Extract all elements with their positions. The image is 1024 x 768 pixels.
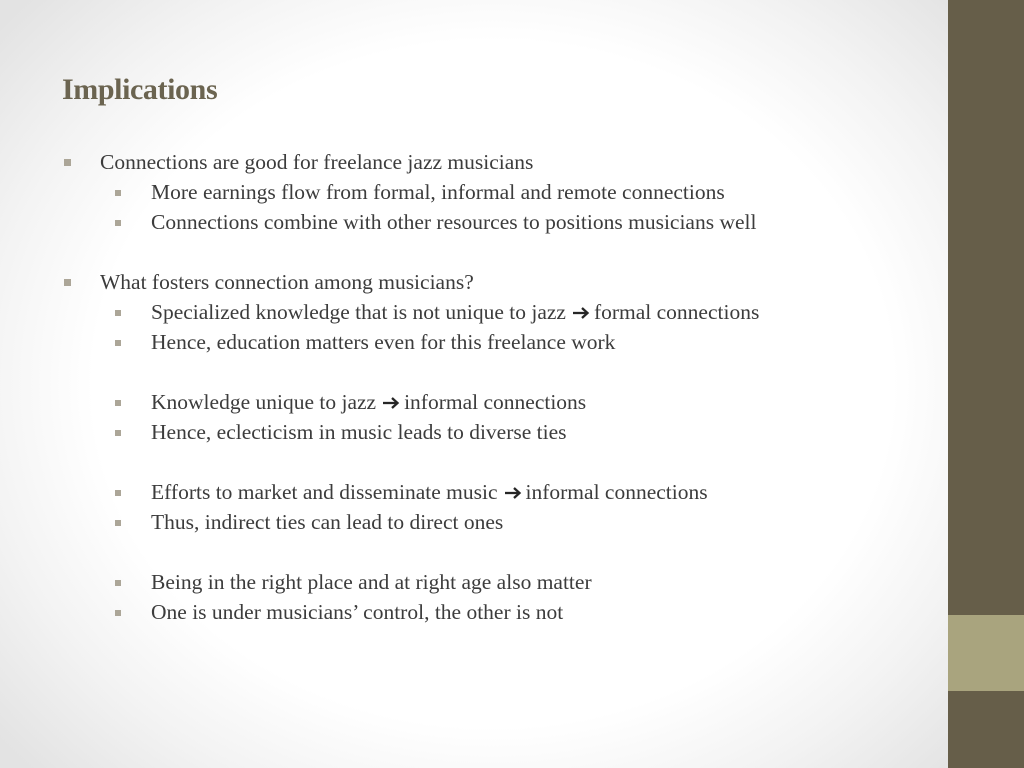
- square-bullet-icon: [115, 490, 121, 496]
- bullet-list: [0, 147, 948, 627]
- square-bullet-icon: [115, 580, 121, 586]
- list-item-text: informal connections: [525, 480, 708, 504]
- list-item: [0, 267, 948, 297]
- list-item: [0, 477, 948, 507]
- list-item: [0, 207, 948, 237]
- square-bullet-icon: [115, 220, 121, 226]
- spacer: [0, 447, 948, 477]
- list-item: [0, 567, 948, 597]
- list-item-text: Specialized knowledge that is not unique to jazz: [151, 300, 566, 324]
- list-item: [0, 507, 948, 537]
- list-item-text: One is under musicians’ control, the other is not: [151, 600, 564, 624]
- list-item: [0, 417, 948, 447]
- square-bullet-icon: [64, 159, 71, 166]
- spacer: [0, 237, 948, 267]
- arrow-right-icon: [572, 306, 590, 320]
- list-item: [0, 387, 948, 417]
- arrow-right-icon: [504, 486, 522, 500]
- slide-title: Implications: [62, 73, 218, 106]
- square-bullet-icon: [115, 400, 121, 406]
- list-item-text: What fosters connection among musicians?: [100, 270, 474, 294]
- square-bullet-icon: [115, 190, 121, 196]
- arrow-right-icon: [382, 396, 400, 410]
- square-bullet-icon: [115, 430, 121, 436]
- list-item-text: Knowledge unique to jazz: [151, 390, 377, 414]
- list-item: [0, 147, 948, 177]
- spacer: [0, 537, 948, 567]
- list-item-text: Connections combine with other resources to positions musicians well: [151, 210, 757, 234]
- decorative-sidebar-accent: [948, 615, 1024, 691]
- square-bullet-icon: [115, 340, 121, 346]
- square-bullet-icon: [115, 520, 121, 526]
- spacer: [0, 357, 948, 387]
- list-item: [0, 297, 948, 327]
- list-item-text: Hence, eclecticism in music leads to diverse ties: [151, 420, 567, 444]
- square-bullet-icon: [115, 610, 121, 616]
- list-item: [0, 597, 948, 627]
- list-item-text: Thus, indirect ties can lead to direct ones: [151, 510, 504, 534]
- list-item-text: Connections are good for freelance jazz musicians: [100, 150, 534, 174]
- list-item-text: informal connections: [404, 390, 587, 414]
- list-item-text: Being in the right place and at right age also matter: [151, 570, 592, 594]
- list-item: [0, 177, 948, 207]
- list-item-text: formal connections: [593, 300, 760, 324]
- list-item: [0, 327, 948, 357]
- square-bullet-icon: [64, 279, 71, 286]
- square-bullet-icon: [115, 310, 121, 316]
- list-item-text: Efforts to market and disseminate music: [151, 480, 498, 504]
- list-item-text: More earnings flow from formal, informal and remote connections: [151, 180, 725, 204]
- list-item-text: Hence, education matters even for this freelance work: [151, 330, 616, 354]
